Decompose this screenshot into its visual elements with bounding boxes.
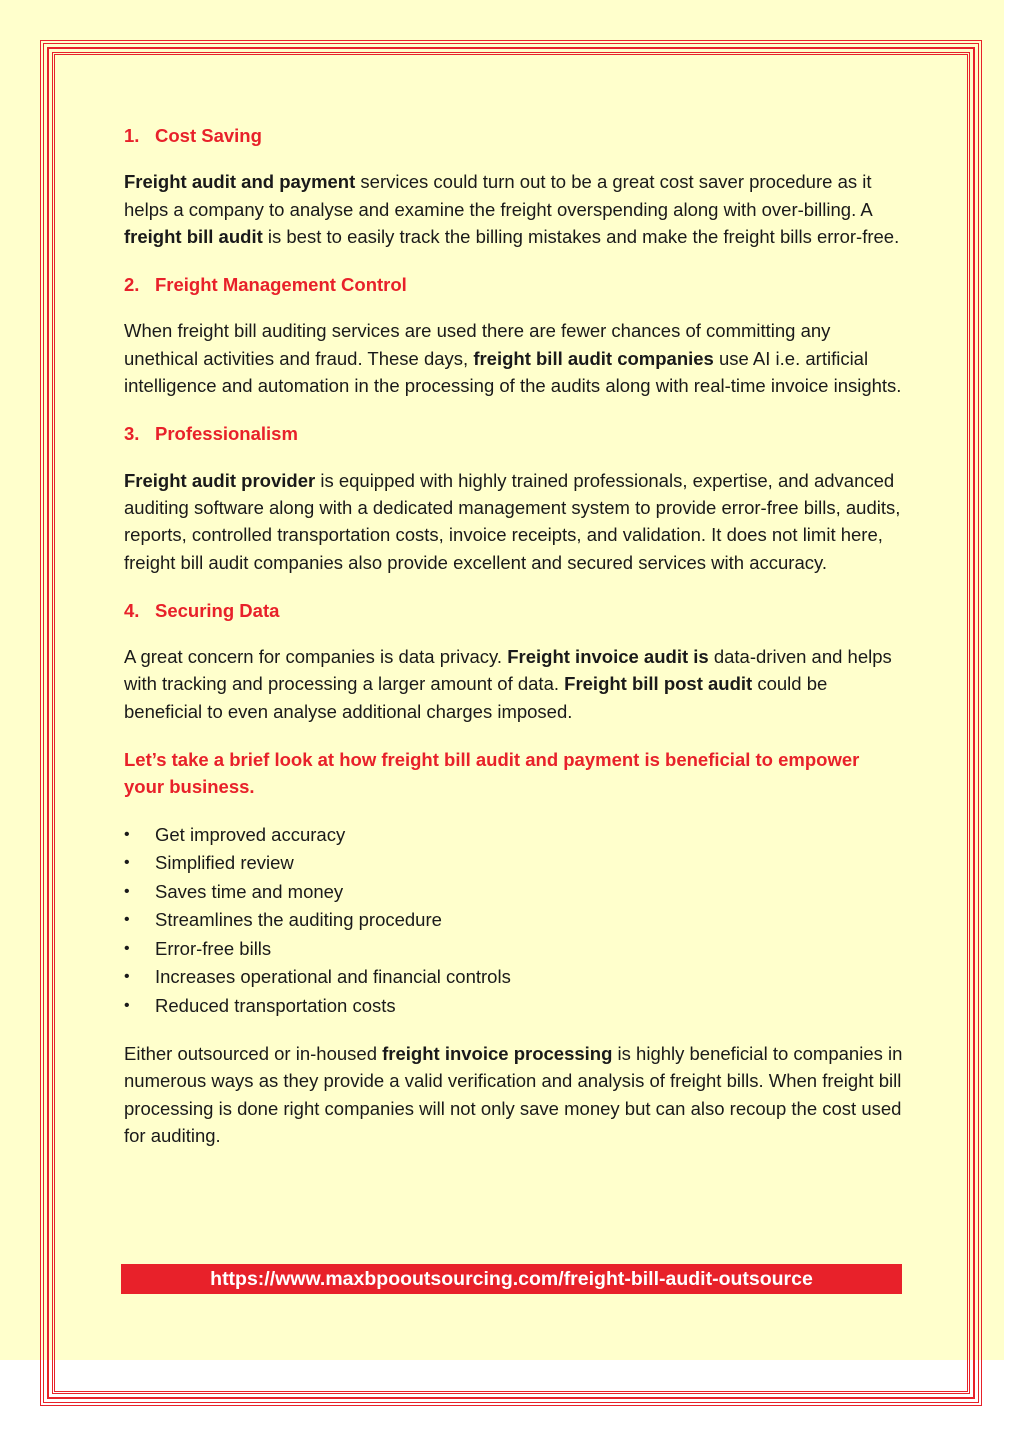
list-item-text: Reduced transportation costs [155,994,396,1016]
text-run: services could turn out to be a great cost saver procedure as it helps a company to analyse and examine the freight overspending along with over-billing. A [124,171,872,220]
bold-phrase: freight bill audit [124,225,263,247]
benefits-list [124,821,904,1021]
text-run: Either outsourced or in-housed [124,1043,383,1065]
section-number: 2. [124,274,140,296]
section-title: Freight Management Control [155,274,407,296]
bullet-icon: • [124,854,130,872]
list-item [124,963,904,992]
section-freight-management-control [124,271,904,399]
section-securing-data [124,597,904,725]
bold-phrase: Freight bill post audit [564,673,753,695]
section-title: Securing Data [155,599,280,621]
text-run: data-driven and helps with tracking and processing a larger amount of data. [124,646,892,695]
list-item-text: Simplified review [155,852,294,874]
bold-phrase: Freight audit provider [124,469,316,491]
section-professionalism [124,420,904,575]
section-number: 3. [124,423,140,445]
closing-paragraph [124,1040,904,1149]
text-run: is highly beneficial to companies in numerous ways as they provide a valid verification and analysis of freight bills. When freight bill processing is done right companies will not only save money but can also recoup the cost used for auditing. [124,1043,903,1147]
list-item-text: Streamlines the auditing procedure [155,909,442,931]
bullet-icon: • [124,882,130,900]
text-run: When freight bill auditing services are used there are fewer chances of committing any unethical activities and fraud. These days, [124,320,831,369]
section-title: Professionalism [155,423,298,445]
list-item [124,992,904,1021]
section-heading [124,420,904,447]
document-body [124,122,904,1170]
bullet-icon: • [124,825,130,843]
list-item-text: Saves time and money [155,880,344,902]
bold-phrase: freight bill audit companies [473,347,714,369]
section-paragraph [124,168,904,250]
list-item [124,821,904,850]
website-link[interactable]: https://www.maxbpooutsourcing.com/freight-bill-audit-outsource [121,1264,902,1294]
list-item [124,906,904,935]
text-run: A great concern for companies is data privacy. [124,646,508,668]
bullet-icon: • [124,911,130,929]
section-paragraph [124,467,904,576]
callout-text: Let’s take a brief look at how freight bill audit and payment is beneficial to empower your business. [124,749,860,798]
list-item [124,935,904,964]
section-paragraph [124,643,904,725]
bullet-icon: • [124,939,130,957]
list-item-text: Increases operational and financial controls [155,966,511,988]
section-title: Cost Saving [155,125,262,146]
bold-phrase: Freight audit and payment [124,171,356,193]
section-heading [124,597,904,624]
text-run: could be beneficial to even analyse additional charges imposed. [124,673,828,722]
section-heading [124,271,904,298]
bold-phrase: freight invoice processing [382,1043,613,1065]
section-heading [124,122,904,149]
section-paragraph [124,317,904,399]
text-run: use AI i.e. artificial intelligence and automation in the processing of the audits along with real-time invoice insights. [124,347,902,397]
bold-phrase: Freight invoice audit is [507,646,709,668]
list-item-text: Error-free bills [155,937,272,959]
list-item [124,849,904,878]
section-number: 4. [124,599,140,621]
bullet-icon: • [124,968,130,986]
list-item-text: Get improved accuracy [155,823,346,845]
list-item [124,878,904,907]
text-run: is best to easily track the billing mistakes and make the freight bills error-free. [262,225,900,247]
text-run: is equipped with highly trained professionals, expertise, and advanced auditing software along with a dedicated management system to provide error-free bills, audits, reports, controlled transportation costs, invoice receipts, and validation. It does not limit here, freight bill audit companies also provide excellent and secured services with accuracy. [124,469,901,573]
section-cost-saving [124,122,904,250]
section-number: 1. [124,125,140,146]
bullet-icon: • [124,996,130,1014]
